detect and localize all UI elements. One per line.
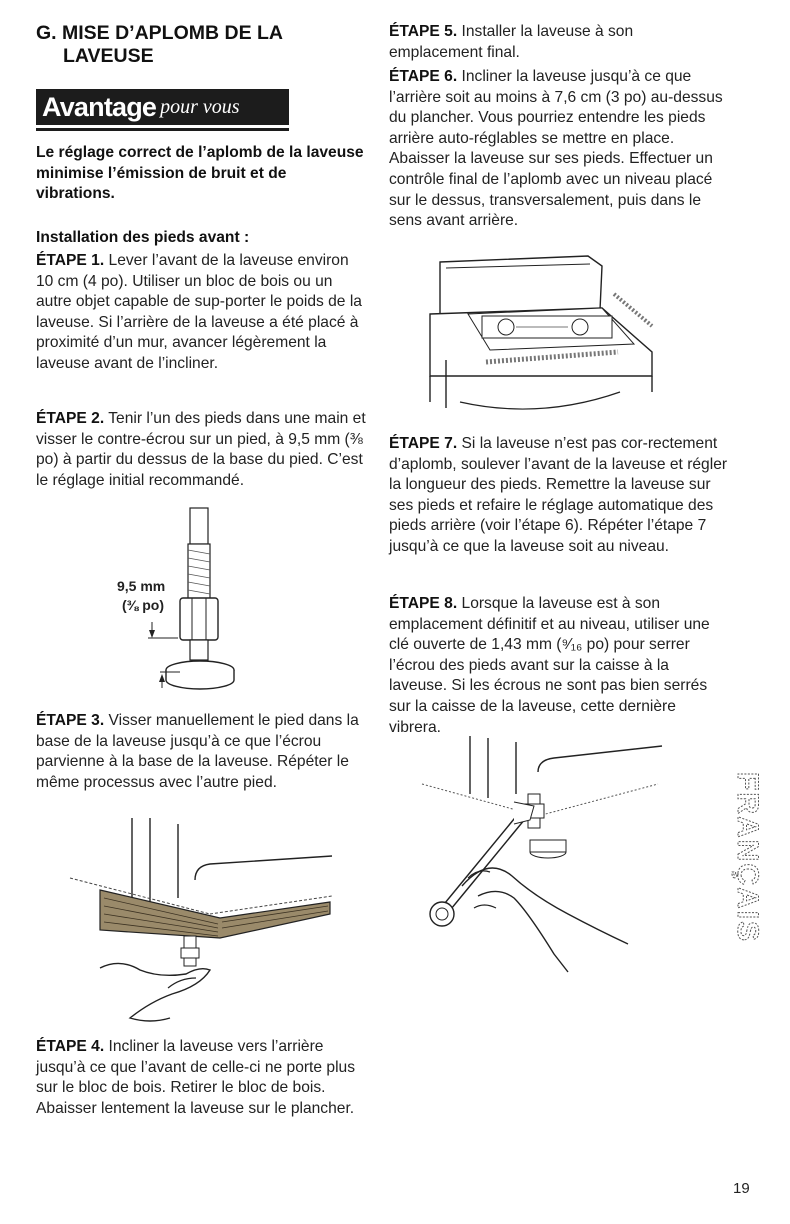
step-8-label: ÉTAPE 8. (389, 595, 458, 612)
foot-measurement-figure (100, 508, 260, 703)
step-1-label: ÉTAPE 1. (36, 252, 105, 269)
measure-mm-label: 9,5 mm (117, 578, 166, 594)
step-7-text: Si la laveuse n’est pas cor-rectement d’aplomb, soulever l’avant de la laveuse et régler la longueur des pieds. Remettre la laveuse sur ses pieds et refaire le réglage automatique des pieds arrière (voir l’étape 6). Répéter l’étape 7 jusqu’à ce que la laveuse soit au niveau. (389, 435, 728, 555)
section-title (36, 22, 366, 68)
wrench-tightening-figure (418, 736, 672, 974)
banner-underline (36, 128, 289, 131)
step-6-label: ÉTAPE 6. (389, 68, 458, 85)
measure-in-label: (⅜ po) (122, 597, 164, 613)
banner-strong: Avantage (42, 91, 157, 122)
step-2-text: Tenir l’un des pieds dans une main et visser le contre-écrou sur un pied, à 9,5 mm (⅜ po) à partir du dessus de la base du pied. C’est le réglage initial recommandé. (36, 410, 366, 489)
language-side-tab (727, 768, 767, 978)
step-1-text: Lever l’avant de la laveuse environ 10 cm (4 po). Utiliser un bloc de bois ou un autre objet capable de sup-porter le poids de la laveuse. Si l’arrière de la laveuse a été placé à proximité d’un mur, avancer légèrement la laveuse avant de l’incliner. (36, 252, 362, 372)
step-8 (389, 594, 729, 738)
avantage-banner (36, 89, 289, 125)
step-2-label: ÉTAPE 2. (36, 410, 105, 427)
step-6 (389, 67, 729, 232)
page-number: 19 (733, 1180, 750, 1197)
step-5-text: Installer la laveuse à son emplacement final. (389, 23, 634, 61)
step-3 (36, 711, 369, 793)
step-8-text: Lorsque la laveuse est à son emplacement définitif et au niveau, utiliser une clé ouverte de 1,43 mm (⁹⁄₁₆ po) pour serrer l’écrou des pieds avant sur la caisse à la laveuse. Si les écrous ne sont pas bien serrés sur la caisse de la laveuse, cette dernière vibrera. (389, 595, 710, 736)
step-7 (389, 434, 729, 558)
step-5 (389, 22, 729, 63)
step-3-label: ÉTAPE 3. (36, 712, 105, 729)
washer-wood-block-figure (60, 818, 350, 1033)
front-feet-heading: Installation des pieds avant : (36, 229, 250, 246)
step-3-text: Visser manuellement le pied dans la base de la laveuse jusqu’à ce que l’écrou parvienne à la base de la laveuse. Répéter le même processus avec l’autre pied. (36, 712, 359, 791)
lead-paragraph: Le réglage correct de l’aplomb de la laveuse minimise l’émission de bruit et de vibrations. (36, 144, 364, 203)
side-tab-text: FRANÇAIS (731, 772, 764, 943)
step-1 (36, 251, 369, 375)
step-6-text: Incliner la laveuse jusqu’à ce que l’arrière soit au moins à 7,6 cm (3 po) au-dessus du plancher. Vous pourriez entendre les pieds arrière auto-réglables se mettre en place. Abaisser la laveuse sur ses pieds. Effectuer un contrôle final de l’aplomb avec un niveau placé sur le dessus, transversalement, puis dans le sens avant arrière. (389, 68, 723, 230)
step-2 (36, 409, 369, 491)
banner-italic: pour vous (160, 95, 240, 118)
step-4 (36, 1037, 369, 1119)
step-5-label: ÉTAPE 5. (389, 23, 458, 40)
step-7-label: ÉTAPE 7. (389, 435, 458, 452)
section-title-line2: LAVEUSE (63, 45, 154, 67)
washer-level-figure (420, 252, 656, 424)
step-4-text: Incliner la laveuse vers l’arrière jusqu’à ce que l’avant de celle-ci ne porte plus sur le bloc de bois. Retirer le bloc de bois. Abaisser lentement la laveuse sur le plancher. (36, 1038, 356, 1117)
section-title-line1: G. MISE D’APLOMB DE LA (36, 22, 284, 44)
step-4-label: ÉTAPE 4. (36, 1038, 105, 1055)
